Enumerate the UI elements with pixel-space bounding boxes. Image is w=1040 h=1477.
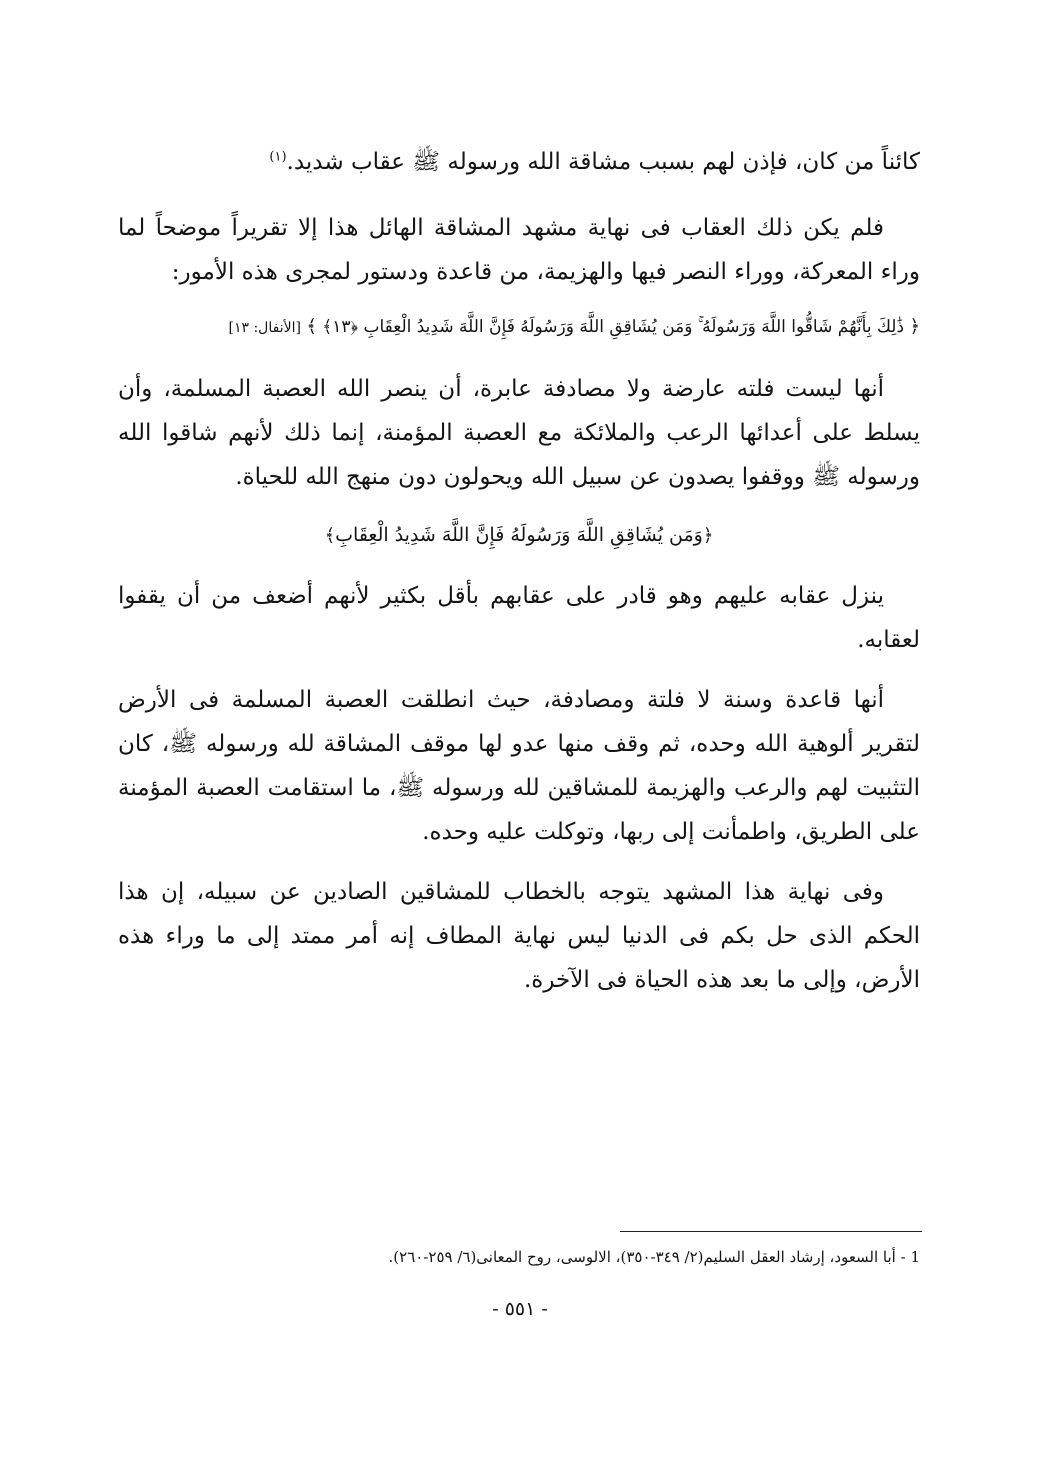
- page-number: - ٥٥١ -: [492, 1298, 548, 1320]
- verse-2-text: وَمَن يُشَاقِقِ اللَّهَ وَرَسُولَهُ فَإِنَّ اللَّهَ شَدِيدُ الْعِقَابِ: [335, 524, 703, 546]
- verse-2-close-bracket: ﴾: [324, 525, 336, 546]
- page-body: [118, 140, 920, 1018]
- verse-1-close-bracket: ﴾: [306, 316, 317, 337]
- paragraph-2: [118, 206, 920, 294]
- paragraph-6-text: وفى نهاية هذا المشهد يتوجه بالخطاب للمشاقين الصادين عن سبيله، إن هذا الحكم الذى حل بكم فى الدنيا ليس نهاية المطاف إنه أمر ممتد إلى ما وراء هذه الأرض، وإلى ما بعد هذه الحياة فى الآخرة.: [118, 879, 920, 993]
- verse-2-open-bracket: ﴿: [702, 525, 714, 546]
- quran-verse-2: [118, 515, 920, 556]
- verse-1-reference: [الأنفال: ١٣]: [228, 320, 301, 336]
- paragraph-6: [118, 870, 920, 1002]
- paragraph-3-text: أنها ليست فلته عارضة ولا مصادفة عابرة، أن ينصر الله العصبة المسلمة، وأن يسلط على أعدائها الرعب والملائكة مع العصبة المؤمنة، إنما ذلك لأنهم شاقوا الله ورسوله ﷺ ووقفوا يصدون عن سبيل الله ويحولون دون منهج الله للحياة.: [118, 376, 920, 490]
- paragraph-5-text: أنها قاعدة وسنة لا فلتة ومصادفة، حيث انطلقت العصبة المسلمة فى الأرض لتقرير ألوهية الله وحده، ثم وقف منها عدو لها موقف المشاقة لله ورسوله ﷺ، كان التثبيت لهم والرعب والهزيمة للمشاقين لله ورسوله ﷺ، ما استقامت العصبة المؤمنة على الطريق، واطمأنت إلى ربها، وتوكلت عليه وحده.: [118, 687, 920, 845]
- paragraph-4-text: ينزل عقابه عليهم وهو قادر على عقابهم بأقل بكثير لأنهم أضعف من أن يقفوا لعقابه.: [118, 583, 920, 653]
- paragraph-5: [118, 678, 920, 854]
- paragraph-1-text: كائناً من كان، فإذن لهم بسبب مشاقة الله ورسوله ﷺ عقاب شديد.: [286, 149, 920, 175]
- verse-1-text: ذَٰلِكَ بِأَنَّهُمْ شَاقُّوا اللَّهَ وَرَسُولَهُ ۚ وَمَن يُشَاقِقِ اللَّهَ وَرَسُولَهُ فَإِنَّ اللَّهَ شَدِيدُ الْعِقَابِ ﴿١٣﴾: [322, 317, 905, 337]
- footnote: [118, 1244, 920, 1270]
- paragraph-4: [118, 574, 920, 662]
- footnote-divider: [620, 1231, 922, 1232]
- paragraph-2-text: فلم يكن ذلك العقاب فى نهاية مشهد المشاقة الهائل هذا إلا تقريراً موضحاً لما وراء المعركة، ووراء النصر فيها والهزيمة، من قاعدة ودستور لمجرى هذه الأمور:: [118, 215, 920, 285]
- verse-1-open-bracket: ﴿: [909, 316, 920, 337]
- paragraph-3: [118, 367, 920, 499]
- footnote-text: 1 - أبا السعود، إرشاد العقل السليم(٢/ ٣٤٩-٣٥٠)، الالوسى، روح المعانى(٦/ ٢٥٩-٢٦٠).: [388, 1248, 920, 1266]
- paragraph-1: [118, 140, 920, 184]
- footnote-reference: (١): [269, 149, 287, 165]
- quran-verse-1: [118, 310, 920, 345]
